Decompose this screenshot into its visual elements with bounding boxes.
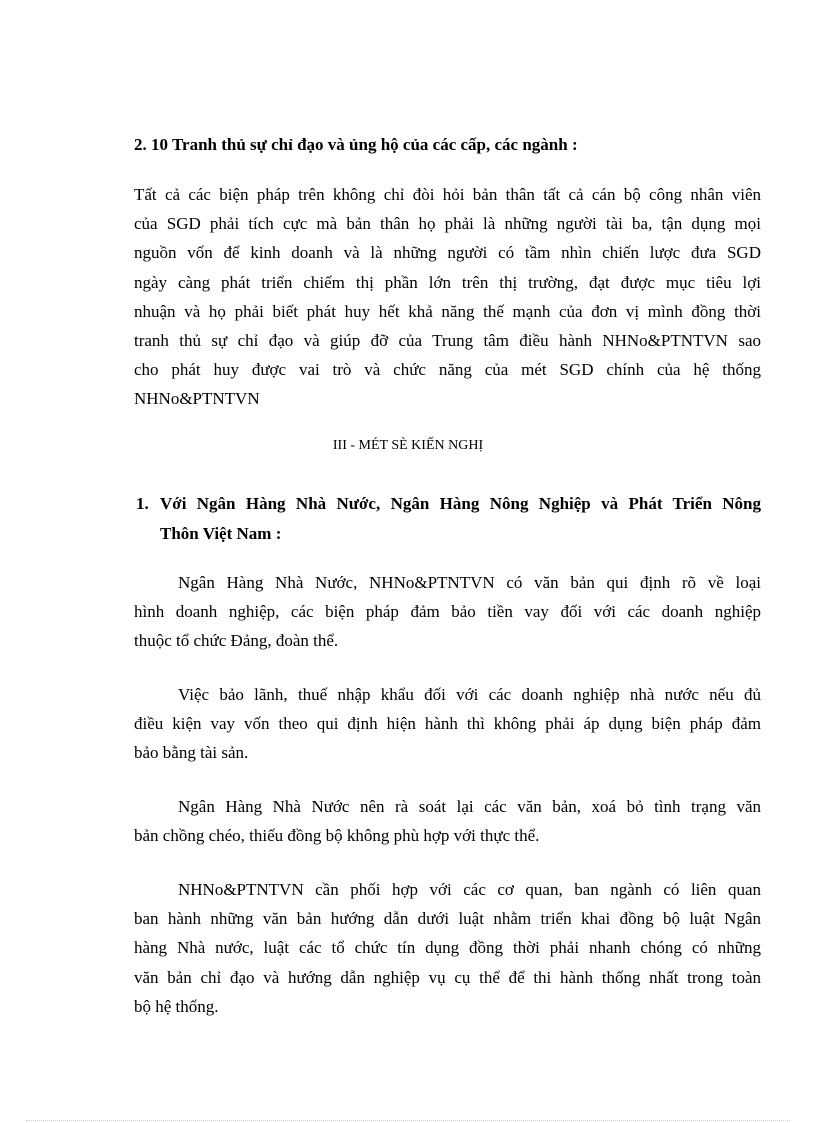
paragraph-4 [134, 875, 761, 1021]
paragraph-line: văn bản chỉ đạo và hướng dẫn nghiệp vụ cụ thể để thi hành thống nhất trong toàn [134, 967, 761, 987]
paragraph-line: Việc bảo lãnh, thuế nhập khẩu đối với các doanh nghiệp nhà nước nếu đủ [178, 685, 761, 704]
paragraph-line: NHNo&PTNTVN [134, 389, 260, 409]
paragraph-line: cho phát huy được vai trò và chức năng của mét SGD chính của hệ thống [134, 360, 761, 380]
paragraph-line: thuộc tổ chức Đảng, đoàn thể. [134, 631, 339, 651]
paragraph-line: Ngân Hàng Nhà Nước, NHNo&PTNTVN có văn bản qui định rõ về loại [178, 573, 761, 592]
paragraph-line: Tất cả các biện pháp trên không chỉ đòi hỏi bản thân tất cả cán bộ công nhân viên [134, 185, 761, 204]
paragraph-line: ngày càng phát triển chiếm thị phần lớn trên thị trường, đạt được mục tiêu lợi [134, 272, 761, 292]
paragraph-line: bảo bằng tài sản. [134, 743, 249, 763]
paragraph-line: bản chồng chéo, thiếu đồng bộ không phù hợp với thực thể. [134, 826, 540, 846]
numbered-heading-line: Với Ngân Hàng Nhà Nước, Ngân Hàng Nông Nghiệp và Phát Triển Nông [160, 494, 761, 513]
paragraph-3 [134, 792, 761, 850]
paragraph-1 [134, 568, 761, 656]
paragraph-line: Ngân Hàng Nhà Nước nên rà soát lại các văn bản, xoá bỏ tình trạng văn [178, 797, 761, 816]
paragraph-line: tranh thủ sự chỉ đạo và giúp đỡ của Trung tâm điều hành NHNo&PTNTVN sao [134, 330, 761, 350]
paragraph-line: hàng Nhà nước, luật các tổ chức tín dụng đồng thời phải nhanh chóng có những [134, 938, 761, 958]
paragraph-line: nhuận và họ phải biết phát huy hết khả năng thế mạnh của đơn vị mình đồng thời [134, 301, 761, 321]
paragraph-line: bộ hệ thống. [134, 996, 219, 1016]
paragraph-line: NHNo&PTNTVN cần phối hợp với các cơ quan, ban ngành có liên quan [178, 880, 761, 899]
paragraph-section-2-10 [134, 180, 761, 414]
list-number: 1. [136, 494, 149, 513]
paragraph-line: điều kiện vay vốn theo qui định hiện hành thì không phải áp dụng biện pháp đảm [134, 714, 761, 734]
paragraph-2 [134, 680, 761, 768]
paragraph-line: hình doanh nghiệp, các biện pháp đảm bảo tiền vay đối với các doanh nghiệp [134, 602, 761, 622]
paragraph-line: của SGD phải tích cực mà bản thân họ phải là những người tài ba, tận dụng mọi [134, 214, 761, 234]
paragraph-line: nguồn vốn để kinh doanh và là những người có tầm nhìn chiến lược đưa SGD [134, 243, 761, 263]
section-title-iii: III - MÉT SÈ KIẾN NGHỊ [332, 438, 484, 453]
numbered-heading-1 [136, 489, 761, 549]
numbered-heading-line: Thôn Việt Nam : [160, 524, 282, 543]
paragraph-line: ban hành những văn bản hướng dẫn dưới luật nhằm triển khai đồng bộ luật Ngân [134, 909, 761, 929]
section-heading-2-10: 2. 10 Tranh thủ sự chỉ đạo và ủng hộ của các cấp, các ngành : [134, 135, 578, 154]
page-bottom-divider [26, 1120, 790, 1121]
